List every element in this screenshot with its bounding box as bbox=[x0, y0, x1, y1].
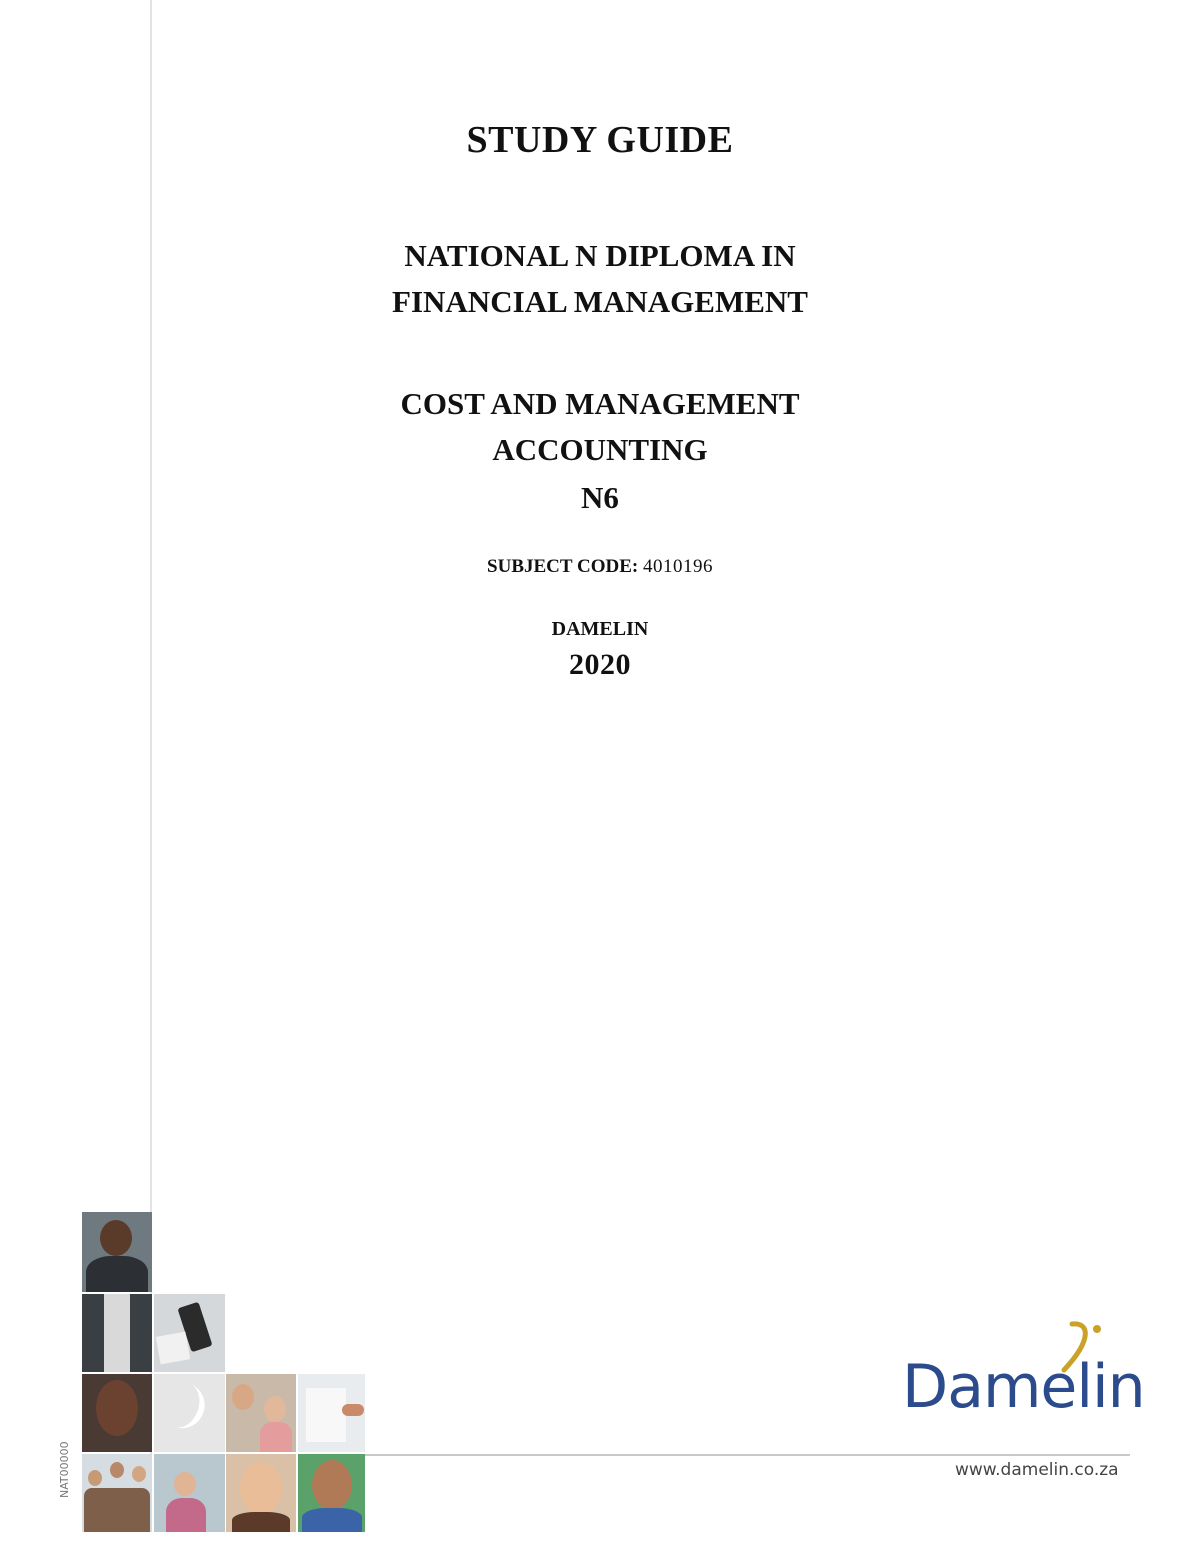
publication-year: 2020 bbox=[569, 648, 631, 681]
subject-line-2: ACCOUNTING bbox=[492, 432, 708, 467]
subject-code-value: 4010196 bbox=[642, 556, 713, 577]
subject-code-label: SUBJECT CODE: bbox=[487, 556, 639, 577]
photo-woman-office bbox=[154, 1454, 225, 1532]
damelin-logo: Damelin bbox=[902, 1352, 1145, 1422]
photo-pointing-document bbox=[298, 1374, 365, 1452]
website-url: www.damelin.co.za bbox=[955, 1460, 1119, 1480]
photo-woman-headset bbox=[226, 1454, 296, 1532]
institution-name: DAMELIN bbox=[551, 618, 649, 640]
footer-rule bbox=[365, 1454, 1130, 1456]
photo-suit-torso bbox=[82, 1294, 152, 1372]
left-margin-rule bbox=[150, 0, 152, 1520]
photo-man-smiling bbox=[298, 1454, 365, 1532]
subject-code bbox=[150, 556, 1050, 578]
subject-level: N6 bbox=[581, 480, 619, 515]
photo-calculator bbox=[154, 1294, 225, 1372]
photo-logo-mark-tile bbox=[154, 1374, 225, 1452]
photo-group-standing bbox=[82, 1454, 152, 1532]
print-code: NAT00000 bbox=[58, 1441, 71, 1498]
document-title: STUDY GUIDE bbox=[466, 119, 734, 161]
program-line-1: NATIONAL N DIPLOMA IN bbox=[404, 238, 796, 273]
photo-office-colleagues bbox=[226, 1374, 296, 1452]
photo-man-relaxing bbox=[82, 1212, 152, 1292]
subject-line-1: COST AND MANAGEMENT bbox=[400, 386, 800, 421]
program-line-2: FINANCIAL MANAGEMENT bbox=[392, 284, 808, 319]
photo-woman-glasses bbox=[82, 1374, 152, 1452]
